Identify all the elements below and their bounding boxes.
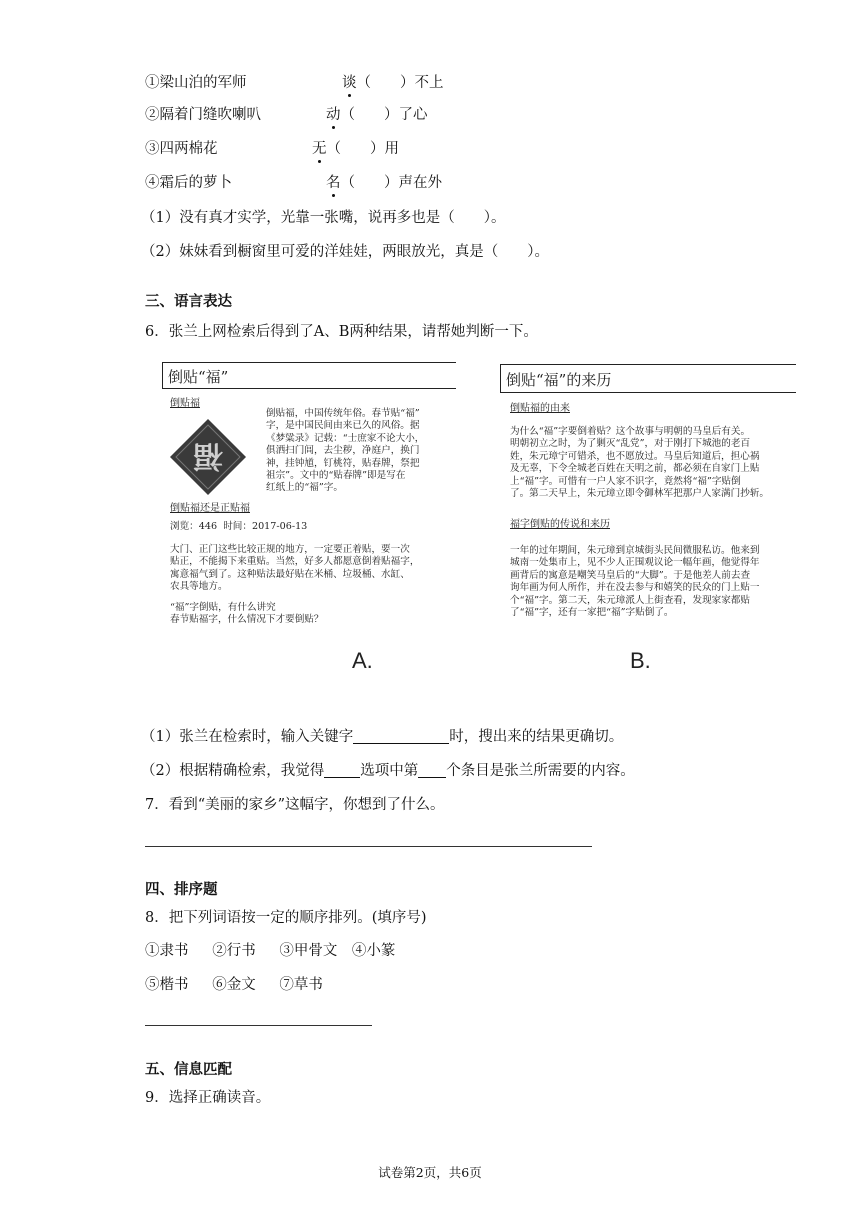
card-b-title-rule bbox=[500, 392, 796, 393]
q8-options-row-1: ①隶书 ②行书 ③甲骨文 ④小篆 bbox=[145, 943, 396, 959]
idiom-question-1: （1）没有真才实学，光靠一张嘴，说再多也是（ ）。 bbox=[141, 210, 506, 226]
card-a-left-rule bbox=[162, 362, 163, 388]
idiom-right-1 bbox=[342, 73, 444, 93]
card-a-title-rule bbox=[162, 388, 456, 389]
idiom-blank-text: （ ）用 bbox=[326, 141, 399, 157]
card-a-title: 倒贴“福” bbox=[168, 368, 229, 386]
card-a-meta: 浏览：446 时间：2017-06-13 bbox=[170, 521, 308, 532]
idiom-right-4 bbox=[326, 173, 442, 193]
section-heading-5: 五、信息匹配 bbox=[145, 1061, 232, 1078]
fu-logo-icon bbox=[168, 417, 248, 497]
card-b-subheading-2: 福字倒贴的传说和来历 bbox=[510, 519, 610, 530]
answer-line-q7[interactable] bbox=[145, 846, 592, 847]
question-8: 8．把下列词语按一定的顺序排列。(填序号) bbox=[145, 910, 427, 926]
q6-part2-text-c: 个条目是张兰所需要的内容。 bbox=[446, 763, 635, 779]
idiom-right-2 bbox=[326, 105, 428, 125]
section-heading-4: 四、排序题 bbox=[145, 881, 218, 898]
fu-logo-char: 福 bbox=[193, 438, 223, 473]
idiom-right-3 bbox=[312, 139, 399, 159]
card-a-paragraph-3: “福”字倒贴，有什么讲究 春节贴福字，什么情况下才要倒贴？ bbox=[170, 602, 324, 626]
card-b-paragraph-1: 为什么“福”字要倒着贴？这个故事与明朝的马皇后有关。 明朝初立之时，为了剿灭“乱党”，对于刚打下城池的老百 姓，朱元璋宁可错杀，也不愿放过。马皇后知道后，担心祸 及无辜，下令全城老百姓在天明之前，都必须在自家门上贴 上“福”字。可惜有一户人家不识字，竟然将“福”字贴倒 了。第二天早上，朱元璋立即令御林军把那户人家满门抄斩。 bbox=[510, 426, 770, 500]
q6-part2-text-a: （2）根据精确检索，我觉得 bbox=[141, 763, 325, 779]
dotted-char: 动 bbox=[326, 107, 341, 123]
dotted-char: 名 bbox=[326, 175, 341, 191]
card-b-left-rule bbox=[500, 364, 501, 392]
question-6-part-2 bbox=[141, 761, 635, 781]
answer-blank[interactable] bbox=[353, 728, 449, 744]
dotted-char: 谈 bbox=[342, 75, 357, 91]
card-a-subheading-2: 倒贴福还是正贴福 bbox=[170, 503, 250, 514]
idiom-blank-text: （ ）声在外 bbox=[340, 175, 442, 191]
card-b-subheading-1: 倒贴福的由来 bbox=[510, 403, 570, 414]
card-a-subheading-1: 倒贴福 bbox=[170, 398, 200, 409]
caption-b: B. bbox=[630, 648, 651, 673]
card-a-paragraph-2: 大门、正门这些比较正规的地方，一定要正着贴，要一次 贴正，不能揭下来重贴。当然，好多人都愿意倒着贴福字， 寓意福气到了。这种贴法最好贴在米桶、垃圾桶、水缸、 农具等地方。 bbox=[170, 544, 420, 593]
card-b-title: 倒贴“福”的来历 bbox=[506, 371, 612, 389]
idiom-left-1: ①梁山泊的军师 bbox=[145, 75, 247, 91]
dotted-char: 无 bbox=[312, 141, 327, 157]
card-b-paragraph-2: 一年的过年期间，朱元璋到京城街头民间微服私访。他来到 城南一处集市上，见不少人正围观议论一幅年画，他觉得年 画背后的寓意是嘲笑马皇后的“大脚”。于是他差人前去查 询年画为何人所作，并在没去参与和嬉笑的民众的门上贴一 个“福”字。第二天，朱元璋派人上街查看，发现家家都贴 了“福”字，还有一家把“福”字贴倒了。 bbox=[510, 545, 760, 619]
q6-part2-text-b: 选项中第 bbox=[360, 763, 419, 779]
idiom-question-2: （2）妹妹看到橱窗里可爱的洋娃娃，两眼放光，真是（ ）。 bbox=[141, 244, 549, 260]
question-6: 6．张兰上网检索后得到了A、B两种结果，请帮她判断一下。 bbox=[145, 324, 538, 340]
search-result-b bbox=[498, 364, 798, 664]
page-footer: 试卷第2页，共6页 bbox=[378, 1165, 482, 1180]
q8-options-row-2: ⑤楷书 ⑥金文 ⑦草书 bbox=[145, 977, 323, 993]
answer-line-q8[interactable] bbox=[145, 1025, 372, 1026]
section-heading-3: 三、语言表达 bbox=[145, 293, 232, 310]
idiom-blank-text: （ ）不上 bbox=[356, 75, 444, 91]
answer-blank[interactable] bbox=[324, 762, 360, 778]
question-9: 9．选择正确读音。 bbox=[145, 1090, 271, 1106]
idiom-blank-text: （ ）了心 bbox=[340, 107, 428, 123]
q6-part1-text-a: （1）张兰在检索时，输入关键字 bbox=[141, 729, 354, 745]
card-a-paragraph-1: 倒贴福，中国传统年俗。春节贴“福” 字，是中国民间由来已久的风俗。据 《梦粱录》记载：“士庶家不论大小， 俱洒扫门闾，去尘秽，净庭户，换门 神，挂钟馗，钉桃符，贴春牌，祭把 祖宗”。文中的“贴春牌”即是写在 红纸上的“福”字。 bbox=[266, 408, 425, 494]
idiom-left-2: ②隔着门缝吹喇叭 bbox=[145, 107, 261, 123]
caption-a: A. bbox=[352, 648, 373, 673]
card-b-top-rule bbox=[500, 364, 796, 365]
answer-blank[interactable] bbox=[418, 762, 446, 778]
idiom-left-3: ③四两棉花 bbox=[145, 141, 218, 157]
question-6-part-1 bbox=[141, 727, 623, 747]
idiom-left-4: ④霜后的萝卜 bbox=[145, 175, 232, 191]
search-result-a bbox=[160, 362, 460, 662]
card-a-top-rule bbox=[162, 362, 456, 363]
question-7: 7．看到“美丽的家乡”这幅字，你想到了什么。 bbox=[145, 797, 445, 813]
q6-part1-text-b: 时，搜出来的结果更确切。 bbox=[449, 729, 624, 745]
